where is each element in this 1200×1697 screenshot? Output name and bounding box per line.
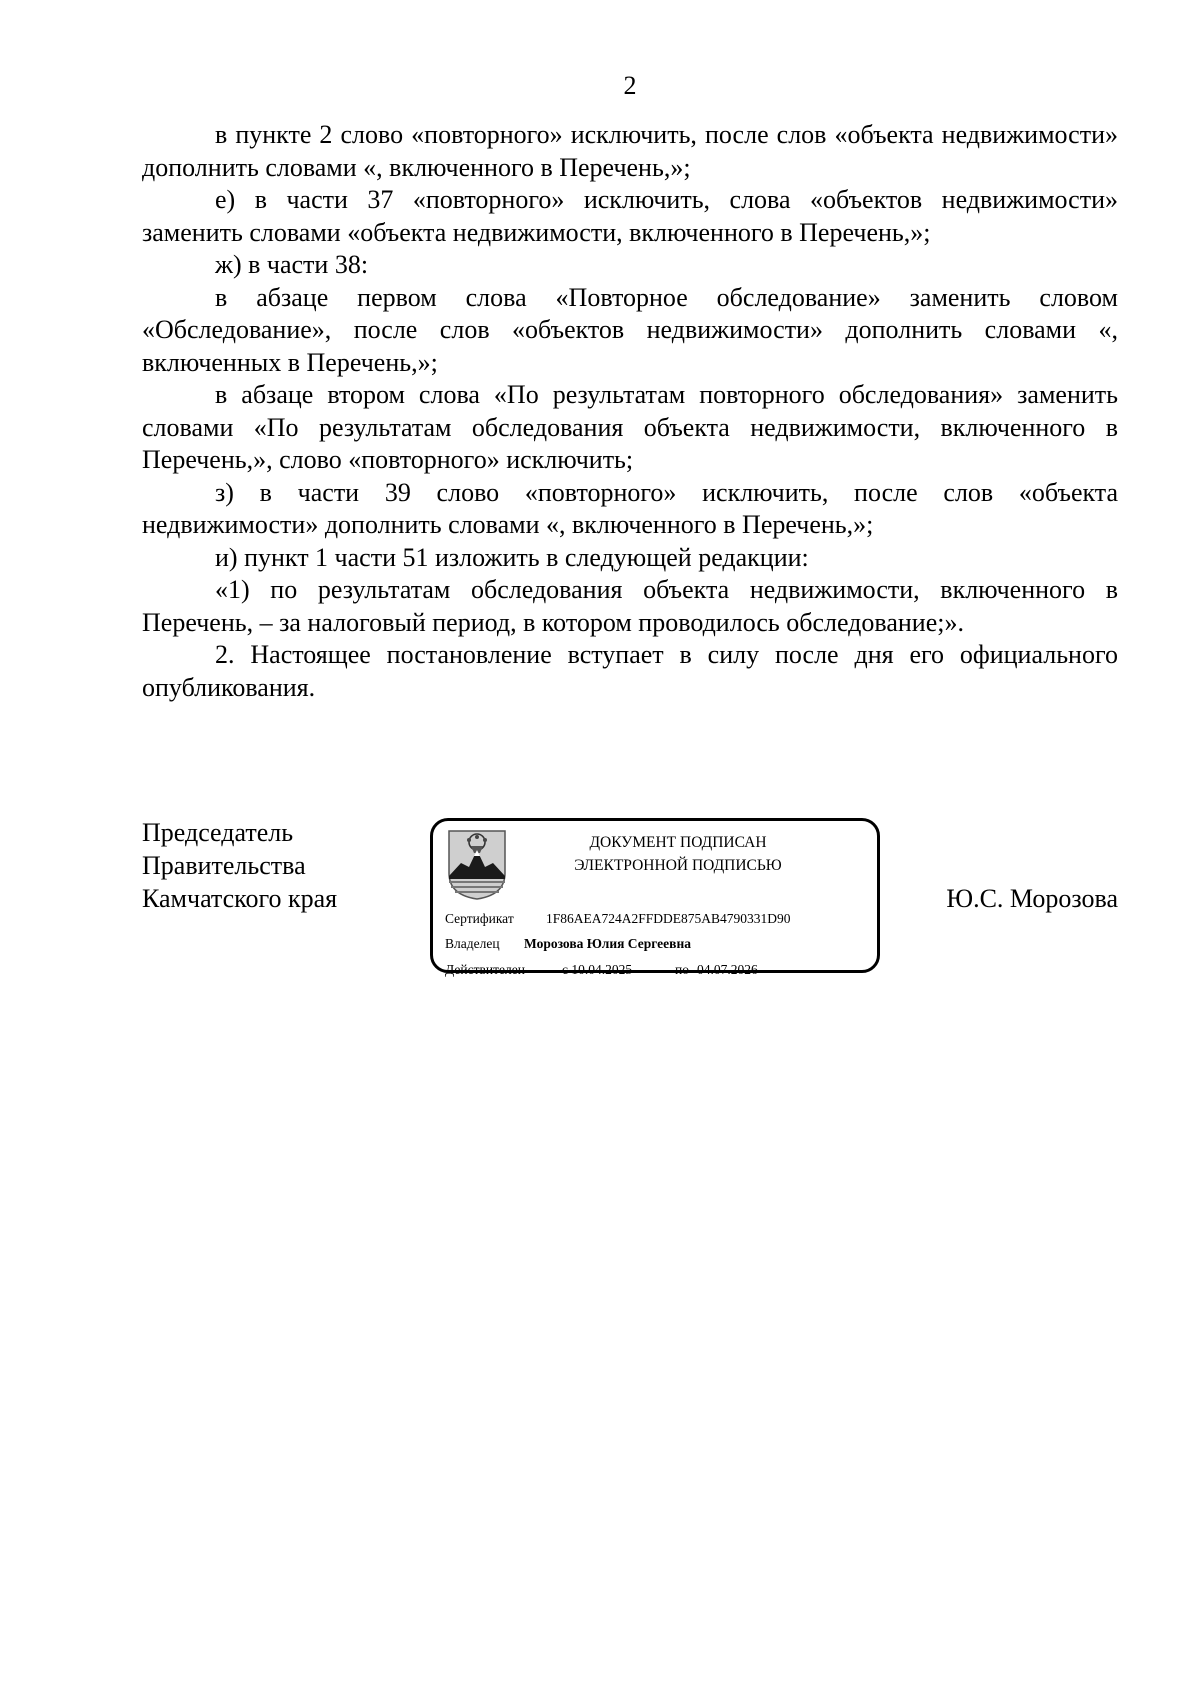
stamp-heading (533, 831, 823, 877)
signer-position-line: Правительства (142, 851, 306, 880)
electronic-signature-stamp (430, 818, 880, 977)
stamp-validity-row (445, 962, 758, 978)
paragraph: в абзаце первом слова «Повторное обследование» заменить словом «Обследование», после слов «объектов недвижимости» дополнить словами «, включенных в Перечень,»; (142, 282, 1118, 377)
paragraph: в абзаце втором слова «По результатам повторного обследования» заменить словами «По результатам обследования объекта недвижимости, включенного в Перечень,», слово «повторного» исключить; (142, 380, 1118, 474)
stamp-owner-row (445, 936, 691, 952)
validity-to: 04.07.2026 (697, 962, 758, 977)
signer-position (142, 816, 337, 915)
validity-label: Действителен (445, 962, 525, 977)
signer-position-line: Председатель (142, 818, 294, 847)
kamchatka-coat-of-arms-icon (447, 829, 507, 901)
validity-from: с 10.04.2025 (562, 962, 633, 977)
stamp-heading-line: ЭЛЕКТРОННОЙ ПОДПИСЬЮ (574, 857, 782, 874)
signer-position-line: Камчатского края (142, 884, 338, 913)
owner-label: Владелец (445, 936, 500, 951)
paragraph: 2. Настоящее постановление вступает в силу после дня его официального опубликования. (142, 640, 1118, 702)
validity-separator: по (675, 962, 689, 977)
paragraph: в пункте 2 слово «повторного» исключить, после слов «объекта недвижимости» дополнить словами «, включенного в Перечень,»; (142, 120, 1118, 182)
page-number: 2 (623, 71, 637, 100)
paragraph: ж) в части 38: (215, 250, 369, 279)
paragraph: и) пункт 1 части 51 изложить в следующей редакции: (215, 542, 809, 572)
stamp-certificate-row (445, 911, 791, 927)
paragraph: з) в части 39 слово «повторного» исключить, после слов «объекта недвижимости» дополнить словами «, включенного в Перечень,»; (142, 477, 1118, 539)
signer-name: Ю.С. Морозова (946, 884, 1118, 913)
document-body (142, 119, 1118, 704)
certificate-label: Сертификат (445, 911, 514, 926)
stamp-heading-line: ДОКУМЕНТ ПОДПИСАН (589, 834, 767, 851)
owner-value: Морозова Юлия Сергеевна (524, 936, 691, 951)
paragraph: е) в части 37 «повторного» исключить, слова «объектов недвижимости» заменить словами «объекта недвижимости, включенного в Перечень,»; (142, 185, 1118, 247)
certificate-value: 1F86AEA724A2FFDDE875AB4790331D90 (546, 911, 791, 926)
paragraph: «1) по результатам обследования объекта недвижимости, включенного в Перечень, – за налоговый период, в котором проводилось обследование;». (142, 575, 1118, 637)
